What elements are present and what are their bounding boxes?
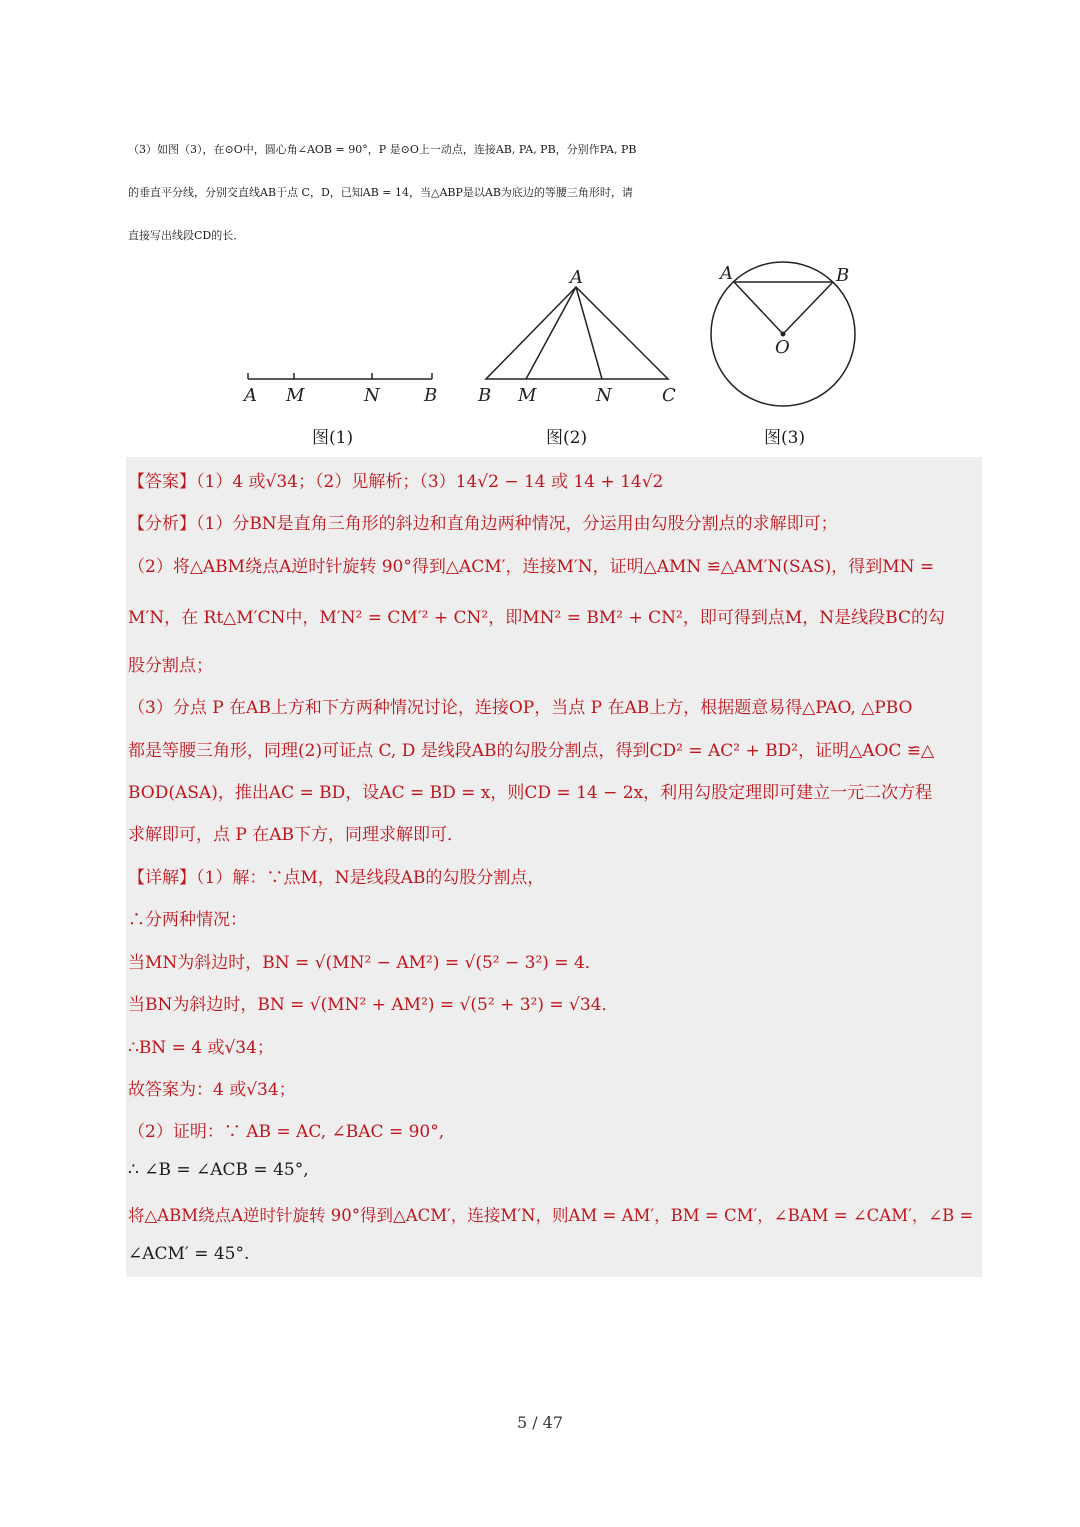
fig1-label-n: N bbox=[364, 385, 380, 406]
proof-line-3: 将△ABM绕点A逆时针旋转 90°得到△ACM′，连接M′N，则AM = AM′，BM = CM′，∠BAM = ∠CAM′，∠B = bbox=[128, 1206, 974, 1225]
fig3-label-a: A bbox=[720, 263, 733, 284]
figures-svg bbox=[0, 255, 1080, 455]
detail-line-5: ∴BN = 4 或√34； bbox=[128, 1038, 274, 1058]
fig1-label-a: A bbox=[244, 385, 257, 406]
figures-row bbox=[0, 255, 1080, 455]
analysis-line-2: （2）将△ABM绕点A逆时针旋转 90°得到△ACM′，连接M′N，证明△AMN ≌△AM′N(SAS)，得到MN = bbox=[128, 557, 935, 577]
figure-2 bbox=[477, 267, 676, 406]
analysis-line-6: 都是等腰三角形，同理(2)可证点 C, D 是线段AB的勾股分割点，得到CD² = AC² + BD²，证明△AOC ≌△ bbox=[128, 741, 935, 761]
question-line-2: 的垂直平分线，分别交直线AB于点 C，D，已知AB = 14，当△ABP是以AB为底边的等腰三角形时，请 bbox=[128, 186, 633, 199]
figure-1 bbox=[242, 373, 437, 406]
analysis-line-4: 股分割点； bbox=[128, 656, 213, 676]
detail-line-6: 故答案为：4 或√34； bbox=[128, 1080, 296, 1100]
page-number: 5 / 47 bbox=[516, 1413, 564, 1432]
fig2-caption: 图(2) bbox=[546, 428, 588, 448]
question-line-3: 直接写出线段CD的长． bbox=[128, 229, 245, 242]
question-line-1: （3）如图（3），在⊙O中，圆心角∠AOB = 90°，P 是⊙O上一动点，连接AB, PA, PB，分别作PA, PB bbox=[128, 143, 637, 156]
fig2-label-c: C bbox=[662, 385, 676, 406]
proof-line-4: ∠ACM′ = 45°. bbox=[128, 1244, 250, 1264]
proof-line-1: （2）证明：∵ AB = AC, ∠BAC = 90°, bbox=[128, 1122, 445, 1142]
figure-3 bbox=[711, 262, 855, 406]
answer-line: 【答案】（1）4 或√34；（2）见解析；（3）14√2 − 14 或 14 + 14√2 bbox=[128, 472, 664, 492]
detail-line-2: ∴分两种情况： bbox=[128, 910, 247, 930]
analysis-line-1: 【分析】（1）分BN是直角三角形的斜边和直角边两种情况，分运用由勾股分割点的求解即可； bbox=[128, 514, 838, 534]
fig2-label-m: M bbox=[518, 385, 537, 406]
analysis-line-7: BOD(ASA)，推出AC = BD，设AC = BD = x，则CD = 14 − 2x，利用勾股定理即可建立一元二次方程 bbox=[128, 783, 933, 803]
analysis-line-5: （3）分点 P 在AB上方和下方两种情况讨论，连接OP，当点 P 在AB上方，根据题意易得△PAO, △PBO bbox=[128, 698, 913, 718]
fig3-label-b: B bbox=[836, 265, 850, 286]
fig2-label-b: B bbox=[478, 385, 492, 406]
proof-line-2: ∴ ∠B = ∠ACB = 45°, bbox=[128, 1160, 309, 1180]
fig1-caption: 图(1) bbox=[312, 428, 354, 448]
fig1-label-m: M bbox=[286, 385, 305, 406]
detail-line-1: 【详解】（1）解：∵点M，N是线段AB的勾股分割点， bbox=[128, 868, 545, 888]
fig1-label-b: B bbox=[424, 385, 438, 406]
analysis-line-3: M′N，在 Rt△M′CN中，M′N² = CM′² + CN²，即MN² = BM² + CN²，即可得到点M，N是线段BC的勾 bbox=[128, 608, 945, 628]
detail-line-4: 当BN为斜边时，BN = √(MN² + AM²) = √(5² + 3²) = √34． bbox=[128, 995, 619, 1015]
fig2-label-a: A bbox=[570, 267, 583, 288]
detail-line-3: 当MN为斜边时，BN = √(MN² − AM²) = √(5² − 3²) = 4． bbox=[128, 953, 602, 973]
analysis-line-8: 求解即可，点 P 在AB下方，同理求解即可． bbox=[128, 825, 465, 845]
fig3-label-o: O bbox=[775, 337, 790, 358]
fig3-caption: 图(3) bbox=[764, 428, 806, 448]
fig2-label-n: N bbox=[596, 385, 612, 406]
